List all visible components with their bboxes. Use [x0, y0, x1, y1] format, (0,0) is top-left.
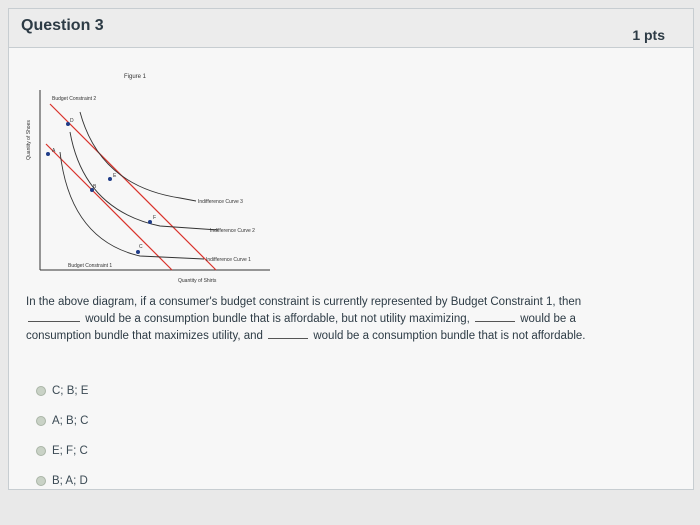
- answer-option[interactable]: [36, 406, 88, 436]
- budget-constraint-1-label: Budget Constraint 1: [68, 263, 113, 269]
- radio-button[interactable]: [36, 416, 46, 426]
- blank-2: [475, 311, 515, 322]
- x-axis-label: Quantity of Shirts: [178, 278, 217, 284]
- budget-constraint-2-label: Budget Constraint 2: [52, 96, 97, 102]
- budget-constraint-2-line: [50, 104, 216, 270]
- point-c: [136, 250, 140, 254]
- question-title: Question 3: [21, 17, 104, 34]
- answer-option[interactable]: [36, 466, 88, 496]
- point-f: [148, 220, 152, 224]
- radio-button[interactable]: [36, 386, 46, 396]
- answer-label: C; B; E: [52, 385, 89, 397]
- point-e-label: E: [113, 173, 117, 179]
- blank-1: [28, 311, 80, 322]
- radio-button[interactable]: [36, 476, 46, 486]
- answer-label: A; B; C: [52, 415, 89, 427]
- answer-list: [36, 376, 88, 496]
- indifference-curve-3-label: Indifference Curve 3: [198, 199, 243, 205]
- y-axis-label: Quantity of Shoes: [26, 120, 32, 160]
- answer-label: B; A; D: [52, 475, 88, 487]
- point-f-label: F: [153, 215, 157, 221]
- prompt-part-4: consumption bundle that maximizes utility, and: [26, 330, 263, 342]
- blank-3: [268, 328, 308, 339]
- economics-diagram: [20, 60, 320, 295]
- radio-button[interactable]: [36, 446, 46, 456]
- answer-option[interactable]: [36, 436, 88, 466]
- point-a: [46, 152, 50, 156]
- figure-title: Figure 1: [124, 74, 147, 80]
- point-e: [108, 177, 112, 181]
- question-header: [9, 9, 693, 48]
- prompt-part-1: In the above diagram, if a consumer's budget constraint is currently represented by Budget Constraint 1, then: [26, 296, 582, 308]
- indifference-curve-2-label: Indifference Curve 2: [210, 228, 255, 234]
- prompt-part-5: would be a consumption bundle that is not affordable.: [313, 330, 586, 342]
- prompt-part-2: would be a consumption bundle that is affordable, but not utility maximizing,: [85, 313, 470, 325]
- question-prompt: [26, 294, 666, 345]
- point-c-label: C: [139, 244, 143, 250]
- question-points: 1 pts: [632, 27, 665, 43]
- answer-option[interactable]: [36, 376, 88, 406]
- point-b-label: B: [93, 184, 97, 190]
- indifference-curve-1-label: Indifference Curve 1: [206, 257, 251, 263]
- point-d-label: D: [70, 118, 74, 124]
- indifference-curve-3: [80, 112, 196, 201]
- answer-label: E; F; C: [52, 445, 88, 457]
- figure-1: [20, 60, 320, 295]
- point-a-label: A: [52, 148, 56, 154]
- prompt-part-3: would be a: [520, 313, 576, 325]
